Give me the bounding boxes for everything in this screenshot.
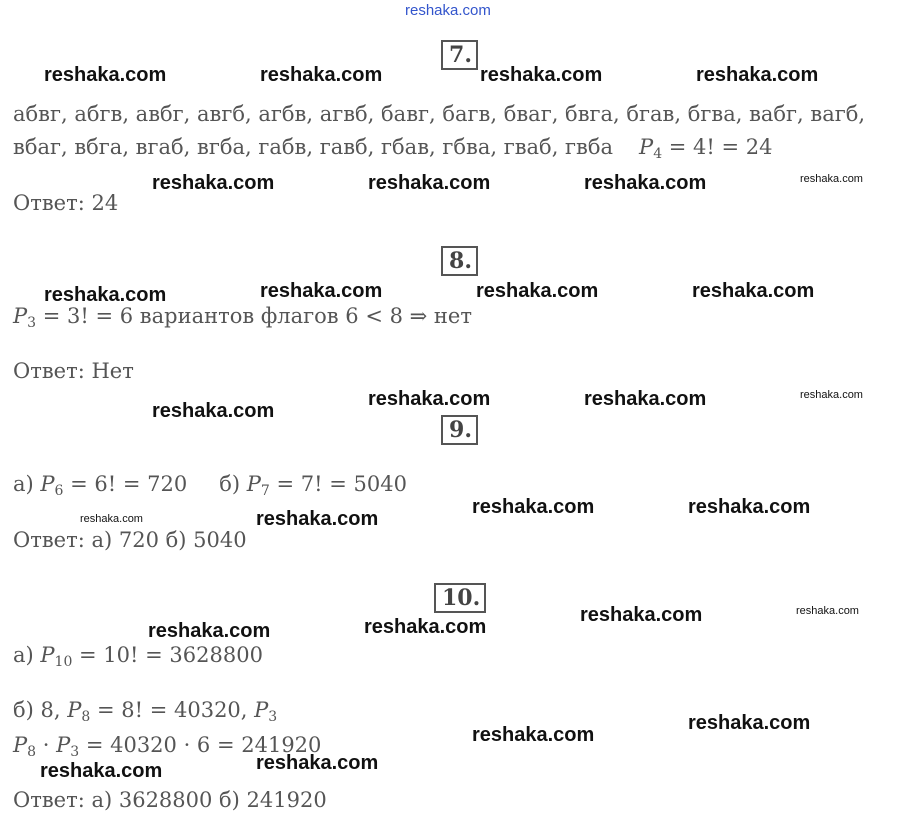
watermark: reshaka.com [152,400,275,422]
site-link[interactable]: reshaka.com [405,2,491,19]
watermark: reshaka.com [256,508,379,530]
watermark: reshaka.com [584,172,707,194]
watermark: reshaka.com [368,172,491,194]
p10-formula-b: б) 8, $P_8 = 8$! = 40320, $P_3$ [13,698,278,725]
p9-formula: а) $P_6 = 6$! = 720 б) $P_7 = 7$! = 5040 [13,472,407,499]
p10-answer: Ответ: а) 3628800 б) 241920 [13,788,327,812]
problem-number-10: 10. [434,583,486,613]
watermark: reshaka.com [256,752,379,774]
watermark-small: reshaka.com [80,513,143,525]
watermark: reshaka.com [480,64,603,86]
p8-formula: $P_3 = 3$! = 6 вариантов флагов 6 < 8 ⇒ нет [13,304,472,331]
watermark: reshaka.com [472,496,595,518]
p7-answer: Ответ: 24 [13,191,119,215]
watermark: reshaka.com [688,712,811,734]
p10-formula-a: а) $P_{10} = 10$! = 3628800 [13,643,263,670]
p10-formula-c: $P_8 \cdot P_3 = 40320 \cdot 6 = 241920$ [13,733,322,760]
problem-number-9: 9. [441,415,478,445]
p9-answer: Ответ: а) 720 б) 5040 [13,528,247,552]
p8-answer: Ответ: Нет [13,359,134,383]
watermark: reshaka.com [472,724,595,746]
watermark-small: reshaka.com [796,605,859,617]
watermark-small: reshaka.com [800,173,863,185]
watermark: reshaka.com [260,64,383,86]
watermark: reshaka.com [40,760,163,782]
watermark: reshaka.com [260,280,383,302]
watermark: reshaka.com [368,388,491,410]
watermark: reshaka.com [692,280,815,302]
p7-permutations-line-1: абвг, абгв, авбг, авгб, агбв, агвб, бавг, багв, бваг, бвга, бгав, бгва, вабг, вагб, [13,102,866,126]
watermark: reshaka.com [688,496,811,518]
p7-permutations-line-2: вбаг, вбга, вгаб, вгба, габв, гавб, гбав, гбва, гваб, гвба $P_4 = 4$! = 24 [13,135,773,162]
watermark: reshaka.com [476,280,599,302]
watermark: reshaka.com [364,616,487,638]
watermark: reshaka.com [152,172,275,194]
watermark: reshaka.com [696,64,819,86]
problem-number-8: 8. [441,246,478,276]
watermark-small: reshaka.com [800,389,863,401]
watermark: reshaka.com [584,388,707,410]
watermark: reshaka.com [44,284,167,306]
watermark: reshaka.com [44,64,167,86]
problem-number-7: 7. [441,40,478,70]
watermark: reshaka.com [148,620,271,642]
watermark: reshaka.com [580,604,703,626]
